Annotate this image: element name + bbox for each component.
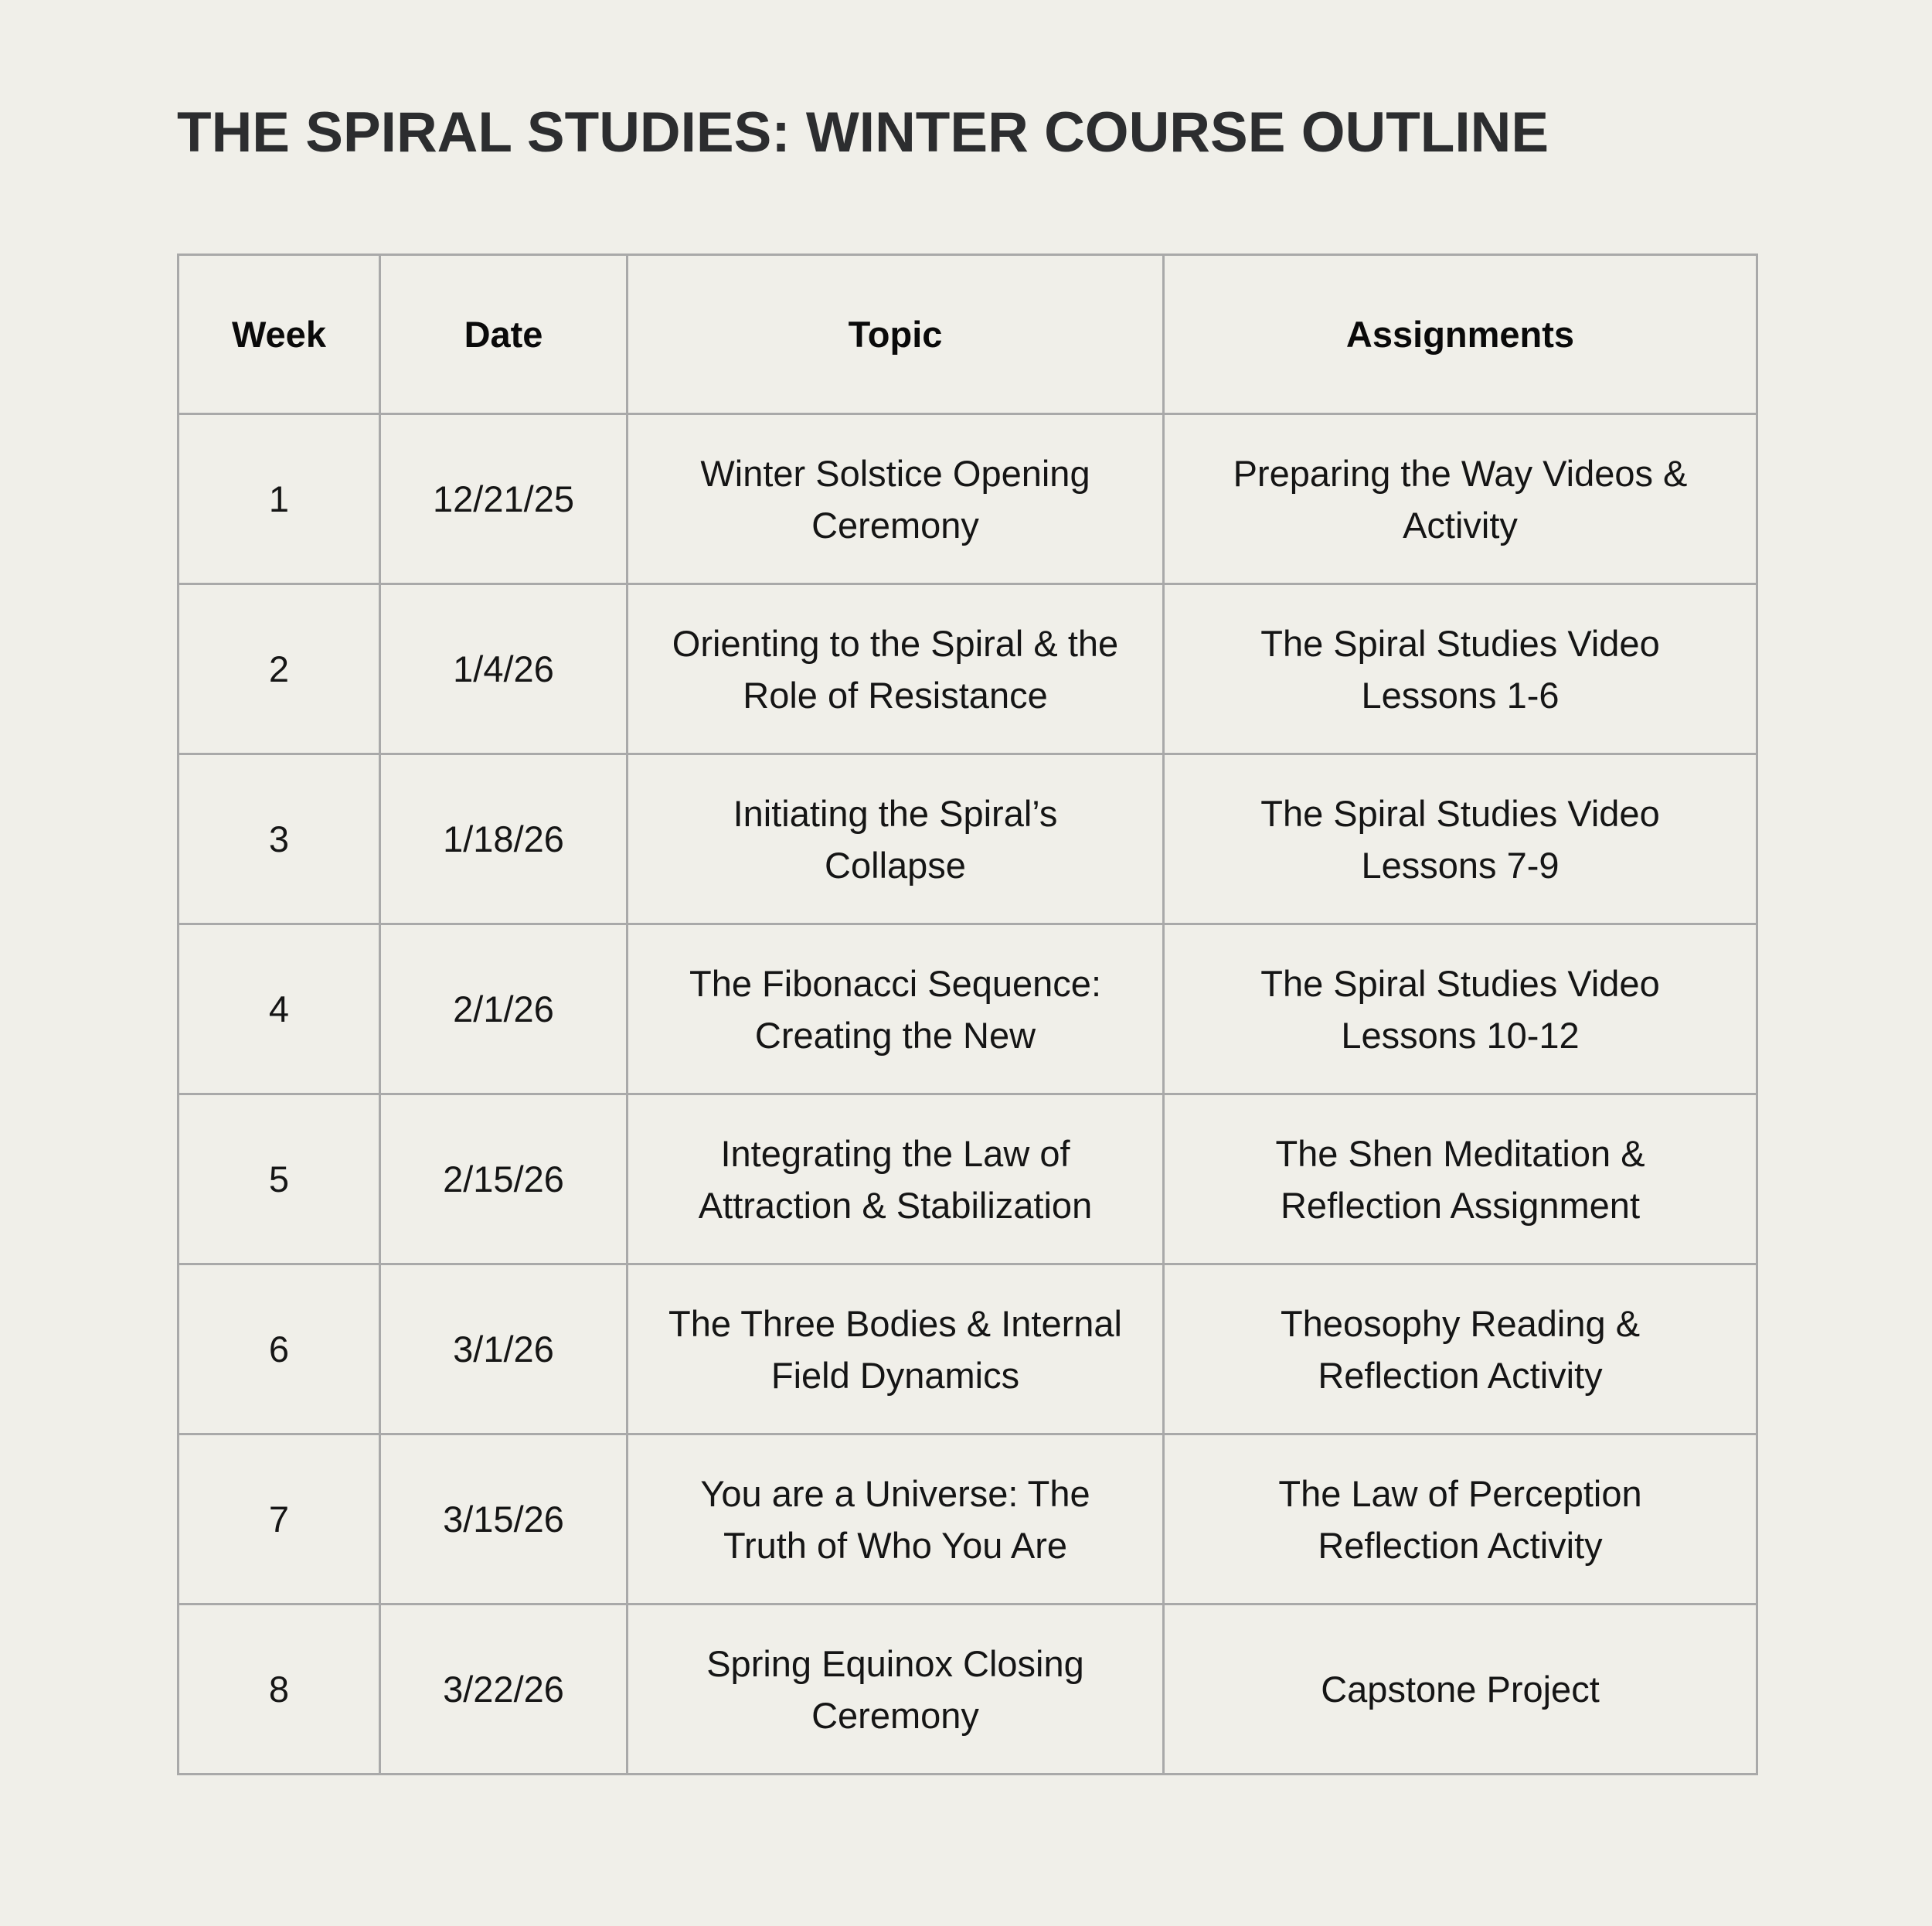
column-header-week: Week	[179, 255, 380, 414]
table-row	[179, 754, 1757, 924]
date-cell: 3/1/26	[380, 1264, 628, 1434]
date-cell: 2/1/26	[380, 924, 628, 1094]
assignments-cell: The Spiral Studies Video Lessons 10-12	[1164, 924, 1757, 1094]
topic-cell: Integrating the Law of Attraction & Stabilization	[628, 1094, 1164, 1264]
week-cell: 6	[179, 1264, 380, 1434]
date-cell: 1/18/26	[380, 754, 628, 924]
topic-cell: Winter Solstice Opening Ceremony	[628, 414, 1164, 584]
week-cell: 8	[179, 1604, 380, 1775]
topic-cell: Spring Equinox Closing Ceremony	[628, 1604, 1164, 1775]
assignments-cell: Capstone Project	[1164, 1604, 1757, 1775]
assignments-cell: The Law of Perception Reflection Activity	[1164, 1434, 1757, 1604]
date-cell: 3/15/26	[380, 1434, 628, 1604]
date-cell: 3/22/26	[380, 1604, 628, 1775]
week-cell: 5	[179, 1094, 380, 1264]
date-cell: 1/4/26	[380, 584, 628, 754]
topic-cell: The Three Bodies & Internal Field Dynamics	[628, 1264, 1164, 1434]
page-title: THE SPIRAL STUDIES: WINTER COURSE OUTLINE	[177, 101, 1549, 164]
week-cell: 7	[179, 1434, 380, 1604]
assignments-cell: The Shen Meditation & Reflection Assignment	[1164, 1094, 1757, 1264]
assignments-cell: The Spiral Studies Video Lessons 7-9	[1164, 754, 1757, 924]
date-cell: 12/21/25	[380, 414, 628, 584]
assignments-cell: The Spiral Studies Video Lessons 1-6	[1164, 584, 1757, 754]
course-outline-table	[177, 254, 1758, 1775]
assignments-cell: Preparing the Way Videos & Activity	[1164, 414, 1757, 584]
week-cell: 2	[179, 584, 380, 754]
topic-cell: You are a Universe: The Truth of Who You Are	[628, 1434, 1164, 1604]
column-header-date: Date	[380, 255, 628, 414]
topic-cell: Initiating the Spiral’s Collapse	[628, 754, 1164, 924]
column-header-assignments: Assignments	[1164, 255, 1757, 414]
week-cell: 1	[179, 414, 380, 584]
table-header-row	[179, 255, 1757, 414]
table-row	[179, 414, 1757, 584]
table-row	[179, 1094, 1757, 1264]
table-row	[179, 1434, 1757, 1604]
week-cell: 4	[179, 924, 380, 1094]
topic-cell: Orienting to the Spiral & the Role of Resistance	[628, 584, 1164, 754]
topic-cell: The Fibonacci Sequence: Creating the New	[628, 924, 1164, 1094]
table-row	[179, 584, 1757, 754]
date-cell: 2/15/26	[380, 1094, 628, 1264]
column-header-topic: Topic	[628, 255, 1164, 414]
week-cell: 3	[179, 754, 380, 924]
table-row	[179, 1604, 1757, 1775]
table-row	[179, 924, 1757, 1094]
assignments-cell: Theosophy Reading & Reflection Activity	[1164, 1264, 1757, 1434]
table-row	[179, 1264, 1757, 1434]
